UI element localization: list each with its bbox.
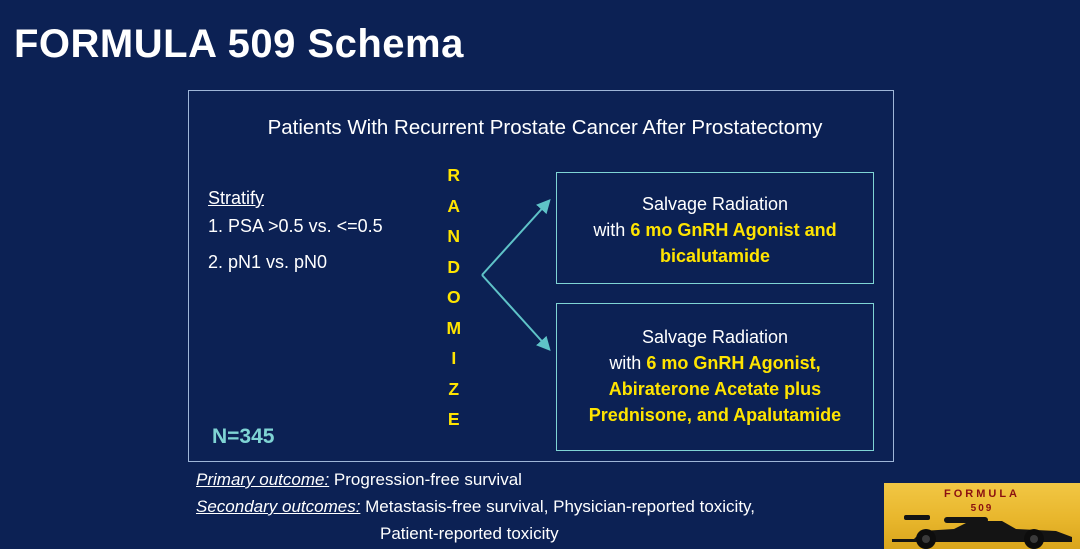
stratify-item: 2. pN1 vs. pN0 (208, 252, 328, 272)
randomize-letter: O (446, 287, 462, 307)
page-title: FORMULA 509 Schema (14, 22, 464, 66)
logo-title: FORMULA (944, 488, 1020, 500)
treatment-arm-2 (556, 303, 874, 451)
arm-1-line-2 (557, 217, 873, 243)
arm-1-line-1: Salvage Radiation (641, 194, 789, 214)
primary-outcome-label: Primary outcome: (196, 470, 330, 489)
randomize-letter: Z (448, 378, 460, 399)
arm-1-line-3: bicalutamide (659, 246, 771, 266)
sample-size: N=345 (212, 425, 275, 448)
randomize-letter: A (447, 195, 461, 216)
treatment-arm-1 (556, 172, 874, 284)
primary-outcome-value: Progression-free survival (329, 470, 522, 489)
arm-1-prefix: with (593, 220, 631, 240)
stratify-item: 1. PSA >0.5 vs. <=0.5 (208, 216, 383, 236)
arm-2-line-1: Salvage Radiation (641, 327, 789, 347)
randomize-label (437, 160, 471, 435)
randomize-letter: M (446, 317, 462, 338)
randomize-letter: D (447, 256, 461, 277)
population-header: Patients With Recurrent Prostate Cancer After Prostatectomy (267, 116, 823, 139)
race-car-icon (884, 509, 1080, 549)
randomize-letter: I (451, 348, 457, 368)
randomize-letter: E (447, 409, 461, 429)
randomization-arrows-icon (470, 180, 570, 370)
secondary-outcome (196, 497, 755, 517)
arm-2-line-4: Prednisone, and Apalutamide (588, 405, 842, 425)
arm-2-prefix: with (609, 353, 647, 373)
arm-2-line-3: Abiraterone Acetate plus (608, 379, 822, 399)
arm-2-line-2 (557, 350, 873, 376)
secondary-outcome-continued: Patient-reported toxicity (380, 524, 559, 543)
randomize-letter: R (447, 165, 461, 185)
formula-509-logo (884, 483, 1080, 549)
arm-2-highlight: 6 mo GnRH Agonist, (646, 353, 821, 373)
stratify-label: Stratify (208, 188, 265, 208)
randomize-letter: N (447, 226, 461, 246)
secondary-outcome-label: Secondary outcomes: (196, 497, 361, 516)
arm-1-highlight: 6 mo GnRH Agonist and (630, 220, 837, 240)
primary-outcome (196, 470, 522, 490)
secondary-outcome-value: Metastasis-free survival, Physician-reported toxicity, (360, 497, 756, 516)
logo-number: 509 (970, 503, 994, 514)
